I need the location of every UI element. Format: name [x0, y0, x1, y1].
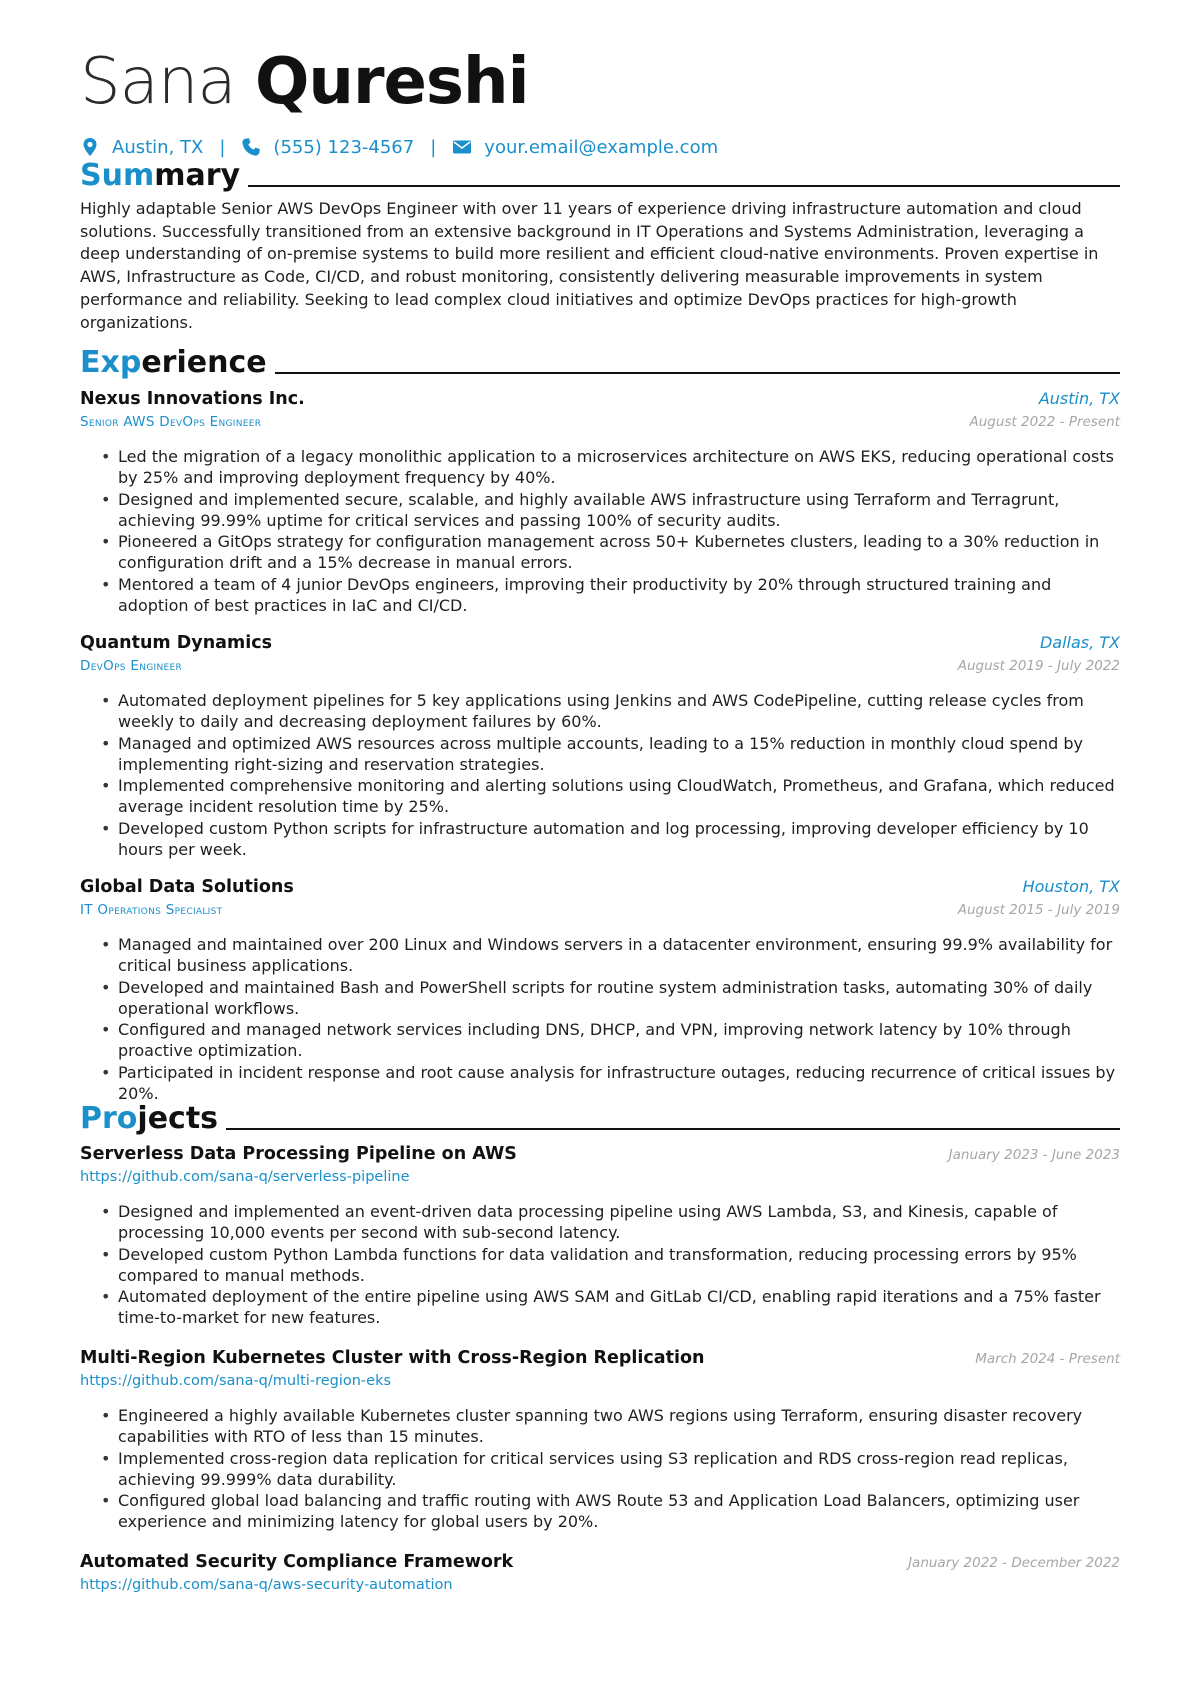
job-location: Houston, TX [1022, 877, 1120, 896]
last-name: Qureshi [254, 45, 529, 119]
job-entry [80, 633, 1120, 861]
bullet-item: • Configured and managed network services including DNS, DHCP, and VPN, improving network latency by 10% through proactive optimization. [118, 1019, 1120, 1061]
project-name: Automated Security Compliance Framework [80, 1552, 514, 1572]
bullet-item: • Engineered a highly available Kubernetes cluster spanning two AWS regions using Terraform, ensuring disaster recovery capabilities with RTO of less than 15 minutes. [118, 1405, 1120, 1447]
job-title: DevOps Engineer [80, 658, 183, 674]
bullet-item: • Implemented comprehensive monitoring and alerting solutions using CloudWatch, Prometheus, and Grafana, which reduced average incident resolution time by 25%. [118, 775, 1120, 817]
bullet-item: • Managed and optimized AWS resources across multiple accounts, leading to a 15% reduction in monthly cloud spend by implementing right-sizing and reservation strategies. [118, 733, 1120, 775]
job-entry [80, 877, 1120, 1105]
job-location: Austin, TX [1038, 389, 1120, 408]
bullet-item: • Developed custom Python Lambda functions for data validation and transformation, reducing processing errors by 95% compared to manual methods. [118, 1244, 1120, 1286]
company-name: Global Data Solutions [80, 877, 294, 897]
projects-heading: Projects [80, 1097, 1120, 1137]
first-name: Sana [80, 45, 236, 119]
job-title: IT Operations Specialist [80, 902, 223, 918]
project-link[interactable]: https://github.com/sana-q/multi-region-eks [80, 1373, 392, 1389]
section-rule [248, 185, 1120, 187]
company-name: Quantum Dynamics [80, 633, 272, 653]
bullet-item: • Mentored a team of 4 junior DevOps engineers, improving their productivity by 20% through structured training and adoption of best practices in IaC and CI/CD. [118, 574, 1120, 616]
job-bullets [80, 690, 1120, 860]
job-dates: August 2015 - July 2019 [957, 902, 1120, 918]
bullet-item: • Automated deployment pipelines for 5 key applications using Jenkins and AWS CodePipeline, cutting release cycles from weekly to daily and decreasing deployment failures by 60%. [118, 690, 1120, 732]
bullet-item: • Designed and implemented secure, scalable, and highly available AWS infrastructure using Terraform and Terragrunt, achieving 99.99% uptime for critical services and passing 100% of security audits. [118, 489, 1120, 531]
job-dates: August 2019 - July 2022 [957, 658, 1120, 674]
bullet-item: • Implemented cross-region data replication for critical services using S3 replication and RDS cross-region read replicas, achieving 99.999% data durability. [118, 1448, 1120, 1490]
bullet-item: • Participated in incident response and root cause analysis for infrastructure outages, reducing recurrence of critical issues by 20%. [118, 1062, 1120, 1104]
location-text: Austin, TX [112, 136, 204, 158]
contact-separator: | [430, 136, 437, 158]
bullet-item: • Developed custom Python scripts for infrastructure automation and log processing, improving developer efficiency by 10 hours per week. [118, 818, 1120, 860]
project-name: Multi-Region Kubernetes Cluster with Cross-Region Replication [80, 1348, 705, 1368]
project-dates: January 2023 - June 2023 [948, 1147, 1120, 1163]
bullet-item: • Automated deployment of the entire pipeline using AWS SAM and GitLab CI/CD, enabling rapid iterations and a 75% faster time-to-market for new features. [118, 1286, 1120, 1328]
summary-text: Highly adaptable Senior AWS DevOps Engineer with over 11 years of experience driving infrastructure automation and cloud solutions. Successfully transitioned from an extensive background in IT Operations and Systems Administration, leveraging a deep understanding of on-premise systems to build more resilient and efficient cloud-native environments. Proven expertise in AWS, Infrastructure as Code, CI/CD, and robust monitoring, consistently delivering measurable improvements in system performance and reliability. Seeking to lead complex cloud initiatives and optimize DevOps practices for high-growth organizations. [80, 199, 1099, 332]
project-link[interactable]: https://github.com/sana-q/aws-security-automation [80, 1577, 453, 1593]
bullet-item: • Led the migration of a legacy monolithic application to a microservices architecture on AWS EKS, reducing operational costs by 25% and improving deployment frequency by 40%. [118, 446, 1120, 488]
project-name: Serverless Data Processing Pipeline on AWS [80, 1144, 517, 1164]
candidate-name [80, 42, 529, 122]
job-dates: August 2022 - Present [969, 414, 1120, 430]
project-entry [80, 1144, 1120, 1329]
section-rule [226, 1128, 1120, 1130]
project-bullets [80, 1405, 1120, 1532]
project-entry [80, 1348, 1120, 1533]
bullet-item: • Configured global load balancing and traffic routing with AWS Route 53 and Application Load Balancers, optimizing user experience and minimizing latency for global users by 20%. [118, 1490, 1120, 1532]
project-entry [80, 1552, 1120, 1599]
job-title: Senior AWS DevOps Engineer [80, 414, 262, 430]
bullet-item: • Developed and maintained Bash and PowerShell scripts for routine system administration tasks, automating 30% of daily operational workflows. [118, 977, 1120, 1019]
job-bullets [80, 934, 1120, 1104]
project-bullets [80, 1201, 1120, 1328]
project-dates: March 2024 - Present [975, 1351, 1120, 1367]
bullet-item: • Pioneered a GitOps strategy for configuration management across 50+ Kubernetes clusters, leading to a 30% reduction in configuration drift and a 15% decrease in manual errors. [118, 531, 1120, 573]
bullet-item: • Managed and maintained over 200 Linux and Windows servers in a datacenter environment, ensuring 99.9% availability for critical business applications. [118, 934, 1120, 976]
contact-separator: | [219, 136, 226, 158]
experience-heading: Experience [80, 341, 1120, 381]
job-location: Dallas, TX [1039, 633, 1120, 652]
project-dates: January 2022 - December 2022 [908, 1555, 1120, 1571]
job-bullets [80, 446, 1120, 616]
phone-text: (555) 123-4567 [273, 136, 415, 158]
email-link[interactable]: your.email@example.com [484, 136, 719, 158]
project-link[interactable]: https://github.com/sana-q/serverless-pipeline [80, 1169, 410, 1185]
company-name: Nexus Innovations Inc. [80, 389, 305, 409]
job-entry [80, 389, 1120, 617]
bullet-item: • Designed and implemented an event-driven data processing pipeline using AWS Lambda, S3, and Kinesis, capable of processing 10,000 events per second with sub-second latency. [118, 1201, 1120, 1243]
summary-heading: Summary [80, 154, 1120, 194]
section-rule [275, 372, 1120, 374]
